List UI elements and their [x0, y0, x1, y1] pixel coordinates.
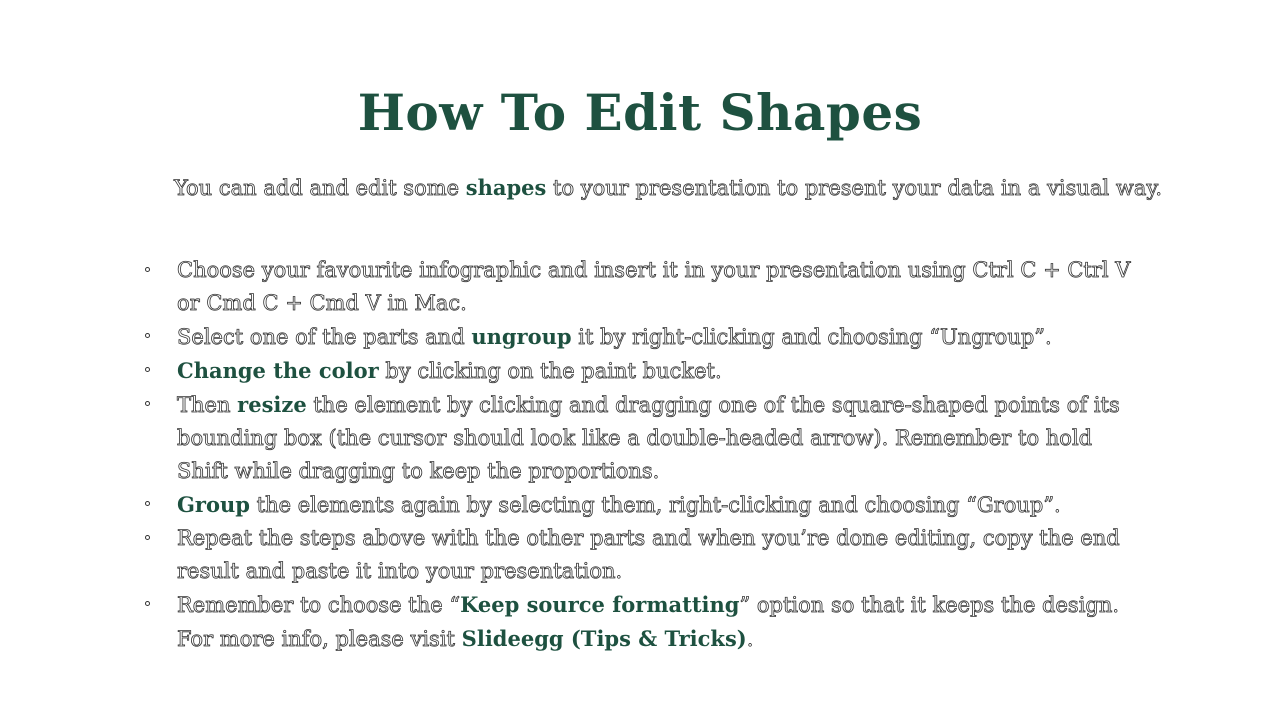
- bullet-circle-icon: [145, 501, 150, 506]
- list-item-text: Select one of the parts and: [177, 325, 472, 349]
- list-item: [143, 488, 1133, 522]
- bullet-circle-icon: [145, 333, 150, 338]
- list-item: [143, 388, 1133, 488]
- intro-text-part: You can add and edit some: [174, 176, 466, 200]
- slideegg-tips-link[interactable]: Slideegg (Tips & Tricks): [461, 626, 747, 651]
- list-item-text: by clicking on the paint bucket.: [378, 359, 722, 383]
- slide-title: How To Edit Shapes: [357, 83, 923, 142]
- instruction-list: [143, 254, 1133, 656]
- list-item-text: .: [746, 627, 754, 651]
- keyword-change-the-color: Change the color: [177, 358, 379, 383]
- bullet-circle-icon: [145, 401, 150, 406]
- list-item-text: Remember to choose the “: [177, 593, 461, 617]
- keyword-resize: resize: [237, 392, 307, 417]
- list-item-text: Then: [177, 393, 238, 417]
- list-item-text: ” option so that it keeps the design. For more info, please visit: [177, 593, 1120, 651]
- list-item-text: it by right-clicking and choosing “Ungroup”.: [571, 325, 1052, 349]
- list-item-text: the element by clicking and dragging one of the square-shaped points of its bounding box (the cursor should look like a double-headed arrow). Remember to hold Shift while dragging to keep the proportions.: [177, 393, 1120, 483]
- list-item-text: Choose your favourite infographic and insert it in your presentation using Ctrl C + Ctrl V or Cmd C + Cmd V in Mac.: [177, 258, 1131, 315]
- list-item: [143, 254, 1133, 320]
- keyword-group: Group: [177, 492, 250, 517]
- list-item: [143, 522, 1133, 588]
- intro-text: [174, 172, 1274, 204]
- intro-text-part: to your presentation to present your data in a visual way.: [546, 176, 1163, 200]
- intro-keyword-shapes: shapes: [465, 175, 547, 200]
- bullet-circle-icon: [145, 535, 150, 540]
- list-item-text: Repeat the steps above with the other parts and when you’re done editing, copy the end result and paste it into your presentation.: [177, 526, 1120, 583]
- keyword-ungroup: ungroup: [471, 324, 572, 349]
- list-item: [143, 588, 1133, 656]
- list-item: [143, 320, 1133, 354]
- list-item-text: the elements again by selecting them, right-clicking and choosing “Group”.: [249, 493, 1061, 517]
- bullet-circle-icon: [145, 601, 150, 606]
- list-item: [143, 354, 1133, 388]
- bullet-circle-icon: [145, 267, 150, 272]
- bullet-circle-icon: [145, 367, 150, 372]
- keyword-keep-source-formatting: Keep source formatting: [460, 592, 740, 617]
